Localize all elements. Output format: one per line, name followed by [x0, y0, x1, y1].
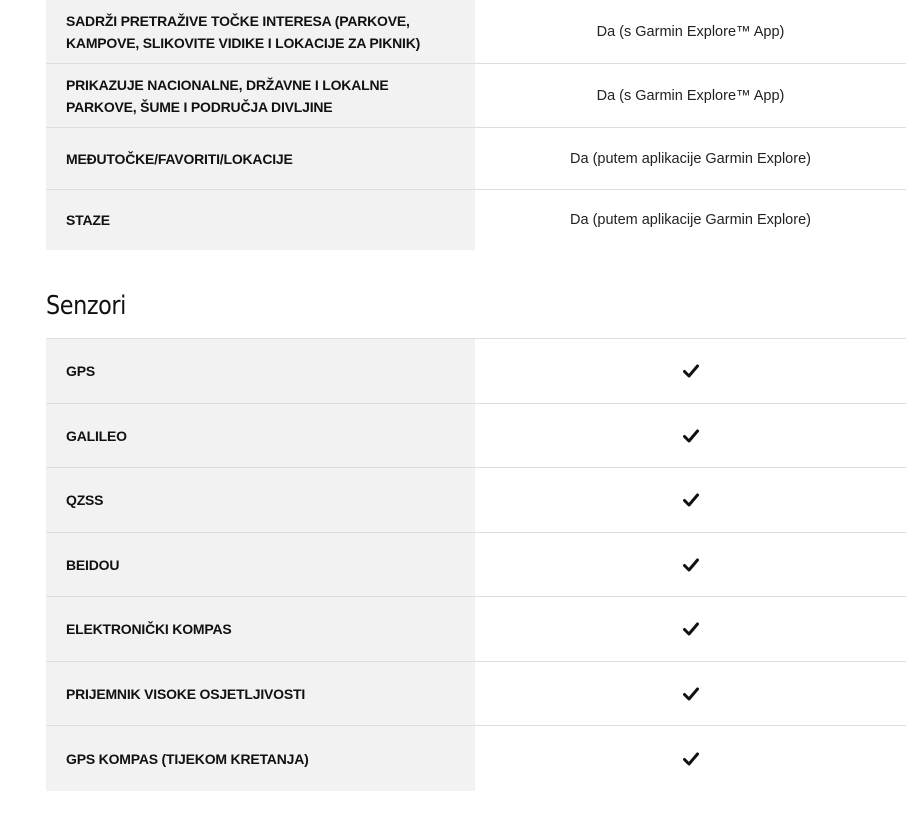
checkmark-icon — [475, 468, 906, 532]
spec-label: STAZE — [46, 190, 475, 250]
spec-label: PRIJEMNIK VISOKE OSJETLJIVOSTI — [46, 662, 475, 725]
spec-row — [46, 0, 906, 64]
spec-value: Da (putem aplikacije Garmin Explore) — [570, 212, 811, 228]
checkmark-icon — [475, 404, 906, 467]
spec-row — [46, 533, 906, 597]
checkmark-icon — [475, 662, 906, 725]
spec-row — [46, 662, 906, 726]
sensors-spec-table — [46, 338, 906, 791]
spec-row — [46, 64, 906, 128]
spec-row — [46, 190, 906, 250]
checkmark-icon — [475, 597, 906, 661]
checkmark-icon — [475, 533, 906, 596]
checkmark-icon — [475, 339, 906, 403]
spec-label: GPS — [46, 339, 475, 403]
spec-row — [46, 339, 906, 404]
spec-row — [46, 404, 906, 468]
spec-label: QZSS — [46, 468, 475, 532]
spec-row — [46, 468, 906, 533]
spec-row — [46, 597, 906, 662]
spec-label: PRIKAZUJE NACIONALNE, DRŽAVNE I LOKALNE PARKOVE, ŠUME I PODRUČJA DIVLJINE — [46, 64, 475, 127]
spec-value: Da (s Garmin Explore™ App) — [596, 87, 785, 104]
spec-row — [46, 128, 906, 190]
spec-label: ELEKTRONIČKI KOMPAS — [46, 597, 475, 661]
spec-label: GPS KOMPAS (TIJEKOM KRETANJA) — [46, 726, 475, 791]
navigation-spec-table — [46, 0, 906, 250]
spec-value: Da (s Garmin Explore™ App) — [596, 23, 785, 40]
spec-row — [46, 726, 906, 791]
checkmark-icon — [475, 726, 906, 791]
section-title-sensors: Senzori — [46, 291, 126, 321]
spec-value: Da (putem aplikacije Garmin Explore) — [570, 150, 811, 167]
spec-label: GALILEO — [46, 404, 475, 467]
spec-label: MEĐUTOČKE/FAVORITI/LOKACIJE — [46, 128, 475, 189]
spec-label: BEIDOU — [46, 533, 475, 596]
spec-label: SADRŽI PRETRAŽIVE TOČKE INTERESA (PARKOVE, KAMPOVE, SLIKOVITE VIDIKE I LOKACIJE ZA PIKNIK) — [46, 0, 475, 63]
